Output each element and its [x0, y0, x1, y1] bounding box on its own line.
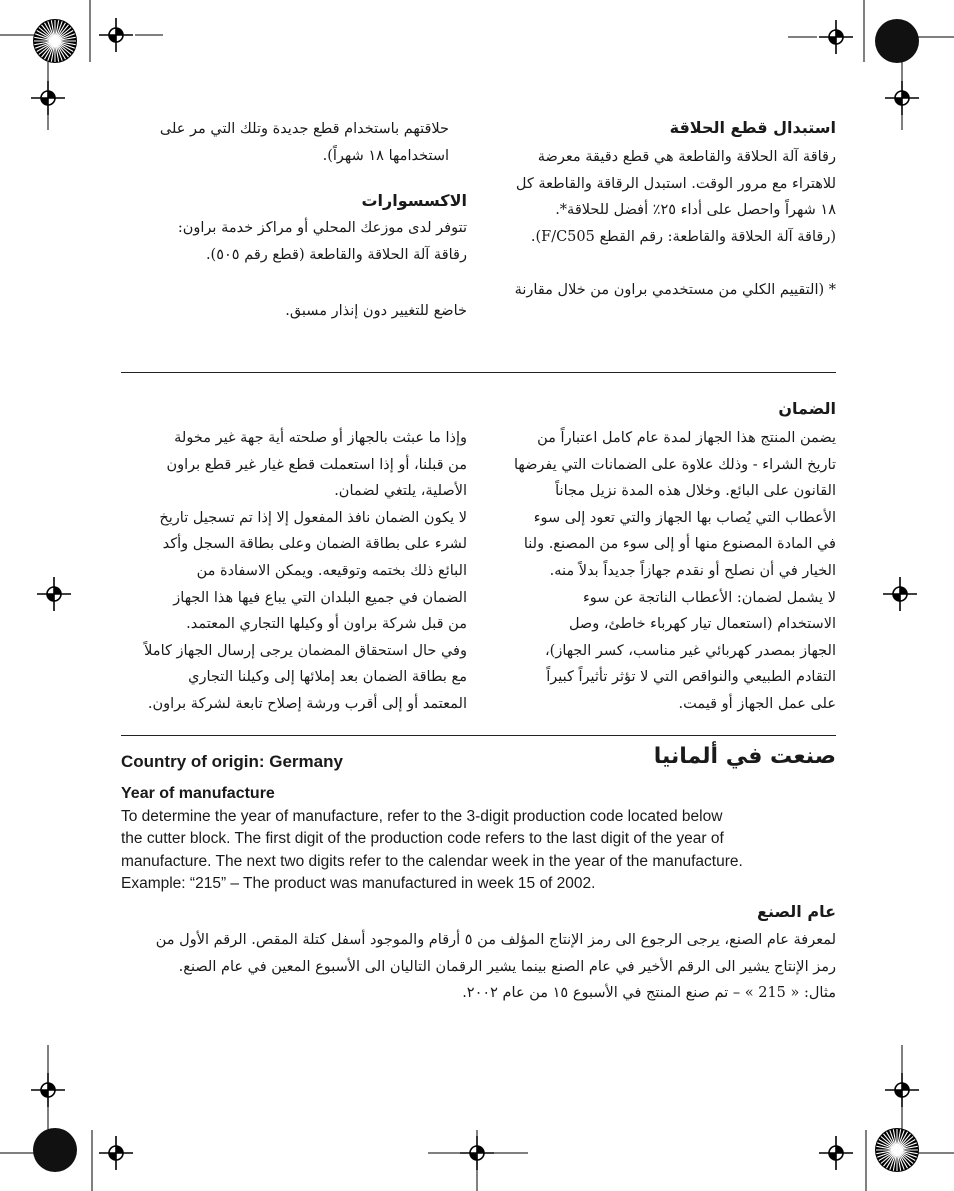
guarantee-text-right [491, 425, 836, 718]
text-line: الاستخدام (استعمال تيار كهرباء خاطئ، وصل [568, 616, 836, 633]
country-of-origin-ar: صنعت في ألمانيا [653, 744, 836, 769]
text-line: the cutter block. The first digit of the production code refers to the last digit of the year of [121, 830, 724, 848]
year-of-manufacture-heading: Year of manufacture [121, 785, 275, 802]
registration-target-bottom-right [819, 1136, 853, 1170]
text-line: استخدامها ١٨ شهراً). [322, 147, 449, 164]
divider [121, 735, 836, 736]
text-line: To determine the year of manufacture, refer to the 3-digit production code located below [121, 808, 723, 825]
text-line: الضمان في جميع البلدان التي يباع فيها هذا الجهاز [173, 589, 467, 606]
text-line: لشرء على بطاقة الضمان وعلى بطاقة السجل وأكد [162, 536, 467, 553]
registration-target-right-middle [883, 577, 917, 611]
change-notice [127, 298, 467, 325]
starburst-top-left [33, 19, 77, 63]
text-line: لا يشمل لضمان: الأعطاب الناتجة عن سوء [582, 589, 836, 606]
text-line: رقاقة آلة الحلاقة والقاطعة هي قطع دقيقة معرضة [537, 149, 836, 165]
text-line [491, 250, 836, 277]
text-line: الجهاز بمصدر كهربائي غير مناسب، كسر الجهاز)، [544, 642, 836, 659]
text-line: تاريخ الشراء - وذلك علاوة على الضمانات التي يفرضها [513, 456, 836, 473]
registration-target-left-lower [31, 1073, 65, 1107]
text-line: من قبلنا، أو إذا استعملت قطع غيار غير قطع براون [166, 456, 467, 473]
accessories-text [127, 215, 467, 268]
registration-target-top-right [788, 20, 853, 54]
text-line: خاضع للتغيير دون إنذار مسبق. [285, 303, 467, 320]
registration-target-right-lower [885, 1073, 919, 1107]
text-line: المعتمد أو إلى أقرب ورشة إصلاح تابعة لشركة براون. [147, 695, 467, 712]
registration-target-right-upper [885, 81, 919, 115]
text-line: manufacture. The next two digits refer to the calendar week in the year of the manufacture. [121, 852, 743, 870]
registration-target-left-upper [31, 81, 65, 115]
text-line: رقاقة آلة الحلاقة والقاطعة (قطع رقم ٥٠٥). [205, 246, 467, 263]
text-line: مثال: « 215 » – تم صنع المنتج في الأسبوع ١٥ من عام ٢٠٠٢. [462, 985, 836, 1002]
solid-dot-top-right [875, 19, 919, 63]
footnote-continuation [127, 116, 467, 169]
text-line: وإذا ما عبثت بالجهاز أو صلحته أية جهة غير مخولة [174, 430, 467, 446]
year-of-manufacture-text [121, 806, 836, 895]
text-line: في المادة المصنوع منها أو إلى سوء من المصنع. ولنا [523, 536, 836, 553]
text-line: القانون على البائع. وخلال هذه المدة نزيل مجاناً [555, 483, 836, 500]
text-line: على عمل الجهاز أو قيمت. [678, 695, 836, 712]
text-line: لمعرفة عام الصنع، يرجى الرجوع الى رمز الإنتاج المؤلف من ٥ أرقام والموجود أسفل كتلة المقص. الرقم الأول من [155, 932, 836, 948]
text-line: البائع ذلك بختمه وتوقيعه. ويمكن الاسفادة من [196, 562, 467, 579]
shaver-foil-section [491, 116, 836, 304]
text-line: الخيار في أن نصلح أو نقدم جهازاً جديداً بدلاً منه. [549, 562, 836, 579]
text-line: مع بطاقة الضمان بعد إملائها إلى وكيلنا التجاري [188, 669, 467, 686]
text-line: حلاقتهم باستخدام قطع جديدة وتلك التي مر على [159, 121, 449, 137]
year-of-manufacture-heading-ar: عام الصنع [757, 902, 836, 921]
text-line: رمز الإنتاج يشير الى الرقم الأخير في عام الصنع بينما يشير الرقمان التاليان الى الأسبوع المعين في عام الصنع. [178, 958, 836, 975]
text-line: ١٨ شهراً واحصل على أداء ٢٥٪ أفضل للحلاقة*. [555, 202, 836, 219]
starburst-bottom-right [875, 1128, 919, 1172]
text-line: التقادم الطبيعي والنواقص التي لا تؤثر تأثيراً كبيراً [546, 669, 836, 686]
shaver-foil-text [491, 144, 836, 304]
guarantee-heading: الضمان [778, 399, 836, 418]
text-line: وفي حال استحقاق المضمان يرجى إرسال الجهاز كاملاً [144, 642, 467, 659]
registration-target-top-left [99, 18, 163, 52]
accessories-heading: الاكسسوارات [361, 191, 467, 211]
year-of-manufacture-text-ar [116, 927, 836, 1007]
text-line: من قبل شركة براون أو وكيلها التجاري المعتمد. [186, 616, 467, 633]
registration-target-bottom-left [99, 1136, 133, 1170]
guarantee-text-left [122, 425, 467, 718]
footnote-line: * (التقييم الكلي من مستخدمي براون من خلال مقارنة [514, 281, 836, 298]
country-of-origin-en: Country of origin: Germany [121, 752, 343, 771]
text-line: تتوفر لدى موزعك المحلي أو مراكز خدمة براون: [177, 220, 467, 237]
registration-target-bottom-center [428, 1130, 528, 1191]
divider [121, 372, 836, 373]
text-line: الأصلية، يلتغي لضمان. [334, 483, 467, 500]
solid-dot-bottom-left [33, 1128, 77, 1172]
text-line: Example: “215” – The product was manufactured in week 15 of 2002. [121, 874, 596, 892]
text-line: للاهتراء مع مرور الوقت. استبدل الرقاقة والقاطعة كل [515, 175, 836, 192]
text-line: يضمن المنتج هذا الجهاز لمدة عام كامل اعتباراً من [537, 430, 836, 446]
text-line: (رقاقة آلة الحلاقة والقاطعة: رقم القطع F/C505). [530, 228, 836, 245]
shaver-foil-heading: استبدال قطع الحلاقة [669, 118, 836, 137]
registration-target-left-middle [37, 577, 71, 611]
text-line: الأعطاب التي يُصاب بها الجهاز والتي تعود إلى سوء [533, 509, 836, 526]
text-line: لا يكون الضمان نافذ المفعول إلا إذا تم تسجيل تاريخ [159, 509, 467, 526]
accessories-column [127, 116, 467, 325]
